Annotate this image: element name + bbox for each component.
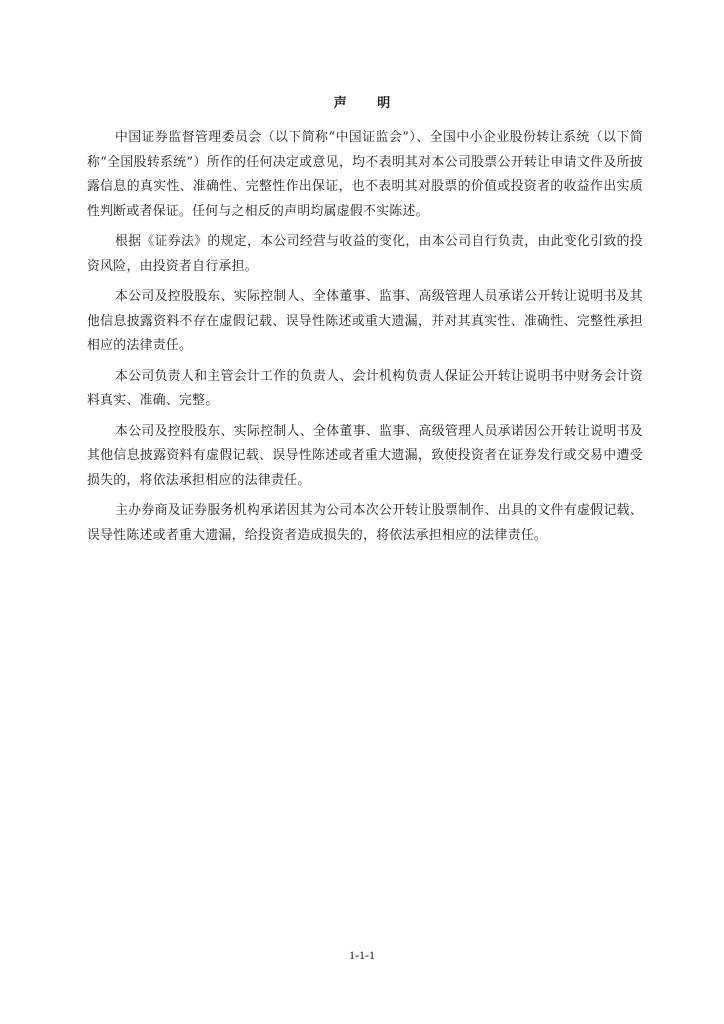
- paragraph-investment-risk: 根据《证券法》的规定，本公司经营与收益的变化，由本公司自行负责，由此变化引致的投资风险，由投资者自行承担。: [87, 234, 643, 274]
- page-title: 声 明: [333, 96, 404, 111]
- paragraph-broker-commitment: 主办券商及证券服务机构承诺因其为公司本次公开转让股票制作、出具的文件有虚假记载、误导性陈述或者重大遗漏，给投资者造成损失的，将依法承担相应的法律责任。: [87, 503, 643, 543]
- paragraph-disclosure-commitment: 本公司及控股股东、实际控制人、全体董事、监事、高级管理人员承诺公开转让说明书及其他信息披露资料不存在虚假记载、误导性陈述或重大遗漏，并对其真实性、准确性、完整性承担相应的法律责任。: [87, 289, 643, 353]
- paragraph-regulator-disclaimer: 中国证券监督管理委员会（以下简称“中国证监会”）、全国中小企业股份转让系统（以下简称“全国股转系统”）所作的任何决定或意见，均不表明其对本公司股票公开转让申请文件及所披露信息的真实性、准确性、完整性作出保证，也不表明其对股票的价值或投资者的收益作出实质性判断或者保证。任何与之相反的声明均属虚假不实陈述。: [87, 130, 643, 219]
- page-number: 1-1-1: [349, 948, 375, 962]
- paragraph-financial-guarantee: 本公司负责人和主管会计工作的负责人、会计机构负责人保证公开转让说明书中财务会计资料真实、准确、完整。: [87, 368, 643, 408]
- statement-body: [87, 126, 643, 554]
- paragraph-liability-commitment: 本公司及控股股东、实际控制人、全体董事、监事、高级管理人员承诺因公开转让说明书及其他信息披露资料有虚假记载、误导性陈述或者重大遗漏，致使投资者在证券发行或交易中遭受损失的，将依法承担相应的法律责任。: [87, 423, 643, 488]
